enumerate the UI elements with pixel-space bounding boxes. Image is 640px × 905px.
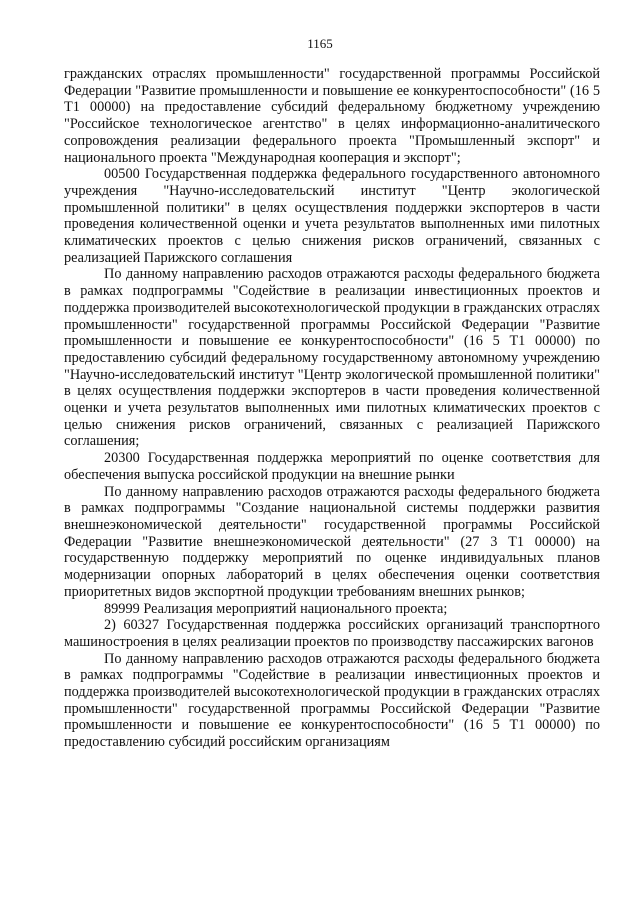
paragraph-code-60327: 2) 60327 Государственная поддержка российских организаций транспортного машиностроения в целях реализации проектов по производству пассажирских вагонов bbox=[64, 617, 600, 650]
paragraph-expense-description: По данному направлению расходов отражаются расходы федерального бюджета в рамках подпрограммы "Содействие в реализации инвестиционных проектов и поддержка производителей высокотехнологической продукции в гражданских отраслях промышленности" государственной программы Российской Федерации "Развитие промышленности и повышение ее конкурентоспособности" (16 5 Т1 00000) по предоставлению субсидий российским организациям bbox=[64, 650, 600, 751]
paragraph-expense-description: По данному направлению расходов отражаются расходы федерального бюджета в рамках подпрограммы "Создание национальной системы поддержки развития внешнеэкономической деятельности" государственной программы Российской Федерации "Развитие внешнеэкономической деятельности" (27 3 Т1 00000) на государственную поддержку мероприятий по оценке индивидуальных планов модернизации опорных лабораторий в целях обеспечения оценки соответствия приоритетных видов экспортной продукции требованиям внешних рынков; bbox=[64, 483, 600, 600]
paragraph-code-89999: 89999 Реализация мероприятий национального проекта; bbox=[104, 600, 448, 617]
paragraph-code-00500: 00500 Государственная поддержка федерального государственного автономного учреждения "Научно-исследовательский институт "Центр экологической промышленной политики" в целях осуществления поддержки экспортеров в части проведения количественной оценки и учета результатов выполненных ими пилотных климатических проектов с целью снижения рисков ограничений, связанных с реализацией Парижского соглашения bbox=[64, 166, 600, 266]
page-number: 1165 bbox=[307, 36, 333, 51]
document-body bbox=[64, 66, 600, 751]
paragraph-continuation: гражданских отраслях промышленности" государственной программы Российской Федерации "Развитие промышленности и повышение ее конкурентоспособности" (16 5 Т1 00000) на предоставление субсидий федеральному бюджетному учреждению "Российское технологическое агентство" в целях информационно-аналитического сопровождения реализации федерального проекта "Промышленный экспорт" и национального проекта "Международная кооперация и экспорт"; bbox=[64, 66, 600, 166]
paragraph-expense-description: По данному направлению расходов отражаются расходы федерального бюджета в рамках подпрограммы "Содействие в реализации инвестиционных проектов и поддержка производителей высокотехнологической продукции в гражданских отраслях промышленности" государственной программы Российской Федерации "Развитие промышленности и повышение ее конкурентоспособности" (16 5 Т1 00000) по предоставлению субсидий федеральному государственному автономному учреждению "Научно-исследовательский институт "Центр экологической промышленной политики" в целях осуществления поддержки экспортеров в части проведения количественной оценки и учета результатов выполненных ими пилотных климатических проектов с целью снижения рисков ограничений, связанных с реализацией Парижского соглашения; bbox=[64, 266, 600, 450]
paragraph-code-20300: 20300 Государственная поддержка мероприятий по оценке соответствия для обеспечения выпуска российской продукции на внешние рынки bbox=[64, 450, 600, 483]
